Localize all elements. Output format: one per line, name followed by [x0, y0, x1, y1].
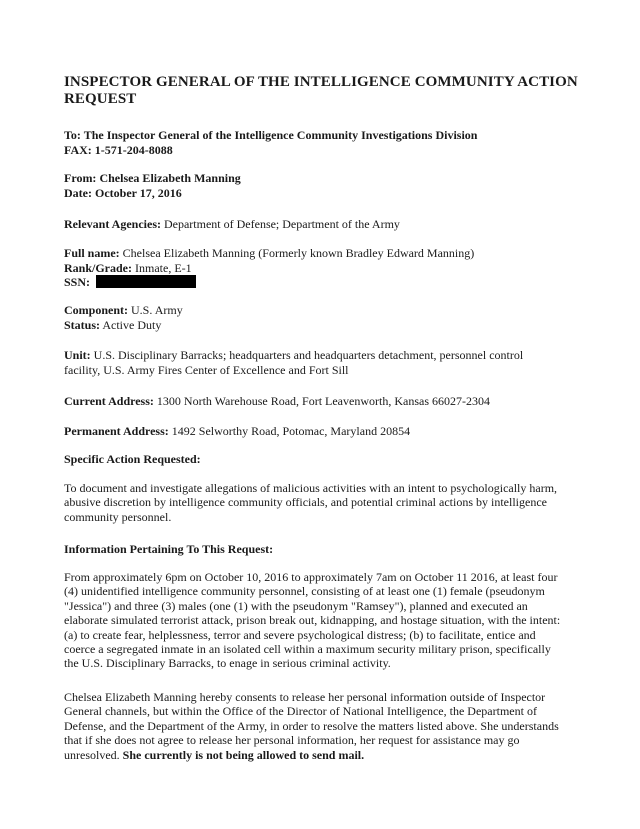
unit-line-2: facility, U.S. Army Fires Center of Excellence and Fort Sill — [64, 362, 349, 377]
component-label: Component: — [64, 303, 129, 317]
info-line: (4) unidentified intelligence community personnel, consisting of at least one (1) female (pseudonym — [64, 584, 545, 599]
status-label: Status: — [64, 317, 101, 332]
rank-label: Rank/Grade: — [64, 260, 133, 275]
consent-paragraph — [64, 690, 584, 762]
consent-line: Defense, and the Department of the Army, in order to resolve the matters listed above. She understands — [64, 718, 559, 733]
action-line: To document and investigate allegations of malicious activities with an intent to psychologically harm, — [64, 481, 558, 495]
consent-last-line — [64, 748, 584, 762]
current-address-line — [64, 394, 584, 409]
service-section — [64, 303, 584, 332]
unit-label: Unit: — [64, 348, 91, 362]
rank-value: Inmate, E-1 — [135, 260, 192, 275]
consent-last-plain: unresolved. — [64, 747, 120, 762]
ssn-redaction — [96, 275, 196, 288]
agencies-line — [64, 217, 584, 232]
status-value: Active Duty — [102, 317, 162, 332]
date-label: Date: — [64, 185, 92, 200]
from-value: Chelsea Elizabeth Manning — [99, 171, 241, 185]
info-heading: Information Pertaining To This Request: — [64, 542, 274, 556]
permanent-address-label: Permanent Address: — [64, 424, 169, 438]
date-value: October 17, 2016 — [94, 185, 182, 200]
agencies-label: Relevant Agencies: — [64, 217, 161, 231]
info-line: "Jessica") and three (3) males (one (1) with the pseudonym "Ramsey"), planned and executed an — [64, 598, 528, 613]
info-paragraph — [64, 570, 584, 671]
to-label: To: — [64, 128, 81, 142]
fullname-value: Chelsea Elizabeth Manning (Formerly known Bradley Edward Manning) — [122, 246, 475, 260]
current-address-label: Current Address: — [64, 394, 154, 408]
mail-notice: She currently is not being allowed to send mail. — [122, 747, 365, 762]
permanent-address-value: 1492 Selworthy Road, Potomac, Maryland 20854 — [171, 424, 411, 438]
info-line: the U.S. Disciplinary Barracks, to enage in serious criminal activity. — [64, 656, 391, 671]
consent-line: General channels, but within the Office of the Director of National Intelligence, the Department of — [64, 704, 537, 719]
fullname-label: Full name: — [64, 246, 120, 260]
from-label: From: — [64, 171, 97, 185]
agencies-value: Department of Defense; Department of the Army — [163, 217, 400, 231]
from-line — [64, 171, 584, 186]
current-address-value: 1300 North Warehouse Road, Fort Leavenworth, Kansas 66027-2304 — [156, 394, 490, 408]
info-line: coerce a segregated inmate in an isolated cell within a maximum security military prison, specifically — [64, 642, 551, 657]
action-line: community personnel. — [64, 509, 172, 524]
unit-section — [64, 348, 584, 377]
action-line: abusive discretion by intelligence community officials, and potential criminal actions by intelligence — [64, 495, 547, 510]
date-line — [64, 186, 584, 201]
ssn-line — [64, 275, 584, 290]
unit-value-1: U.S. Disciplinary Barracks; headquarters and headquarters detachment, personnel control — [93, 348, 524, 362]
ssn-label: SSN: — [64, 275, 91, 289]
permanent-address-line — [64, 424, 584, 439]
component-line — [64, 303, 584, 318]
fax-value: 1-571-204-8088 — [94, 142, 173, 157]
to-value: The Inspector General of the Intelligence Community Investigations Division — [83, 128, 478, 142]
document-title: INSPECTOR GENERAL OF THE INTELLIGENCE COMMUNITY ACTION REQUEST — [64, 74, 578, 107]
fax-label: FAX: — [64, 142, 92, 157]
from-section — [64, 171, 584, 200]
info-line: From approximately 6pm on October 10, 2016 to approximately 7am on October 11 2016, at least four — [64, 570, 558, 584]
rank-line — [64, 261, 584, 276]
consent-line: Chelsea Elizabeth Manning hereby consents to release her personal information outside of Inspector — [64, 690, 546, 704]
info-line: elaborate simulated terrorist attack, prison break out, kidnapping, and hostage situation, with the intent: — [64, 613, 561, 628]
fax-line — [64, 143, 584, 158]
status-line — [64, 318, 584, 333]
identity-section — [64, 246, 584, 290]
unit-line-1 — [64, 348, 584, 363]
to-section — [64, 128, 584, 157]
to-line — [64, 128, 584, 143]
component-value: U.S. Army — [131, 303, 183, 317]
action-paragraph — [64, 481, 584, 524]
fullname-line — [64, 246, 584, 261]
action-heading: Specific Action Requested: — [64, 452, 201, 466]
info-line: (a) to create fear, helplessness, terror and severe psychological distress; (b) to facilitate, entice and — [64, 627, 536, 642]
consent-line: that if she does not agree to release her personal information, her request for assistance may go — [64, 733, 520, 748]
